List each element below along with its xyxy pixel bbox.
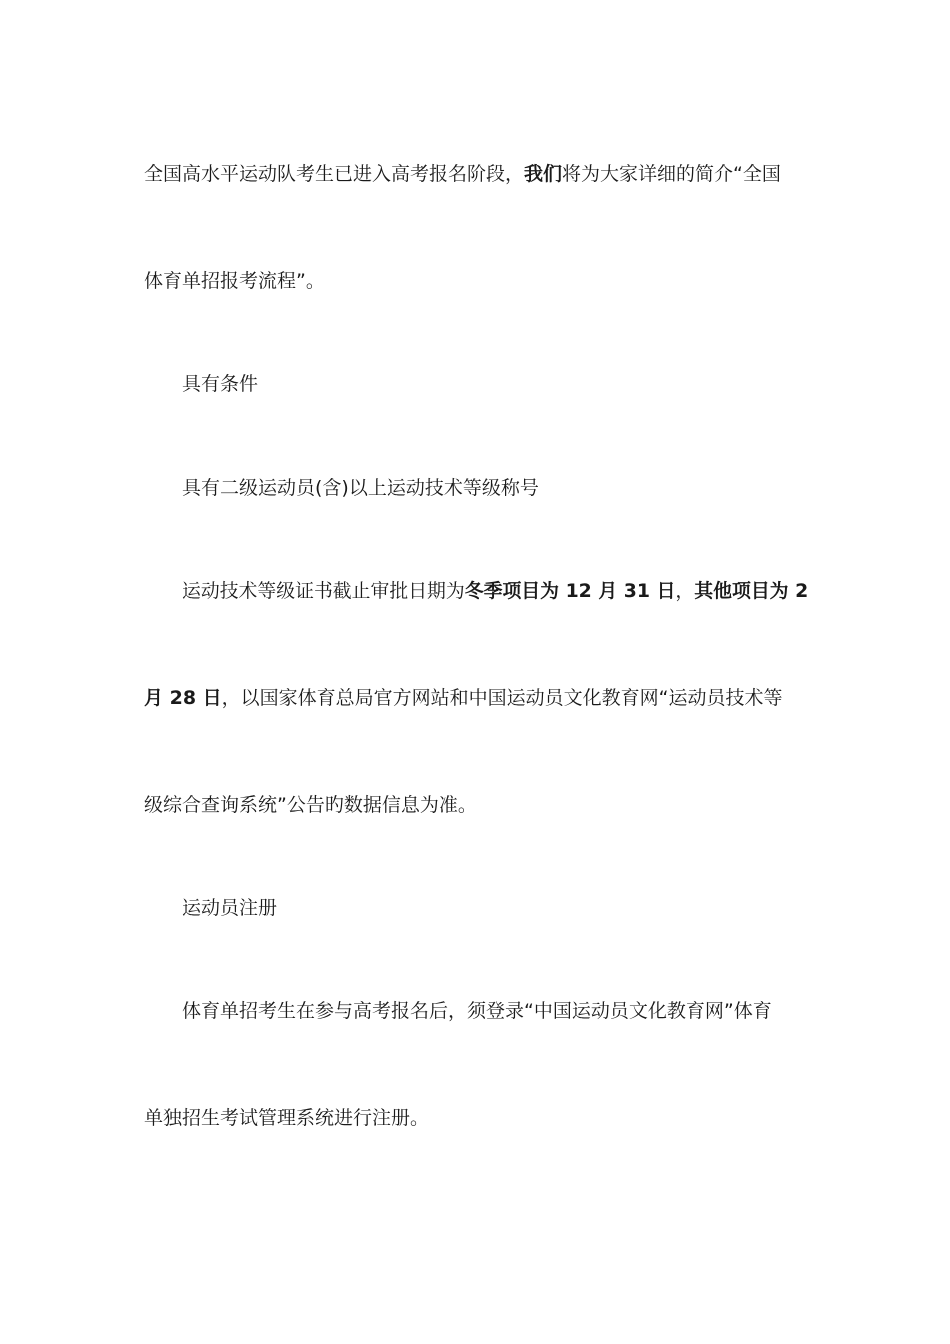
deadline-text-c: ，以国家体育总局官方网站和中国运动员文化教育网“运动员技术等 (221, 687, 783, 709)
paragraph-deadline-line-3: 级综合查询系统”公告旳数据信息为准。 (144, 794, 477, 816)
deadline-comma: ， (675, 580, 695, 602)
paragraph-intro-line-2: 体育单招报考流程”。 (144, 270, 325, 292)
paragraph-registration-line-1: 体育单招考生在参与高考报名后，须登录“中国运动员文化教育网”体育 (182, 1000, 772, 1022)
paragraph-intro-line-1 (144, 161, 808, 187)
intro-text-a: 全国高水平运动队考生已进入高考报名阶段， (144, 163, 525, 185)
deadline-bold-other: 其他项目为 2 (694, 580, 809, 602)
heading-registration: 运动员注册 (182, 897, 278, 919)
intro-bold-we: 我们 (524, 163, 563, 185)
requirement-item: 具有二级运动员(含)以上运动技术等级称号 (182, 477, 539, 499)
paragraph-deadline-line-2 (144, 685, 808, 711)
deadline-bold-winter: 冬季项目为 12 月 31 日 (464, 580, 676, 602)
heading-requirements: 具有条件 (182, 373, 259, 395)
paragraph-registration-line-2: 单独招生考试管理系统进行注册。 (144, 1107, 430, 1129)
deadline-bold-date: 月 28 日 (144, 687, 222, 709)
intro-text-b: 将为大家详细的简介“全国 (562, 163, 781, 185)
paragraph-deadline-line-1 (182, 578, 809, 604)
deadline-text-a: 运动技术等级证书截止审批日期为 (182, 580, 465, 602)
